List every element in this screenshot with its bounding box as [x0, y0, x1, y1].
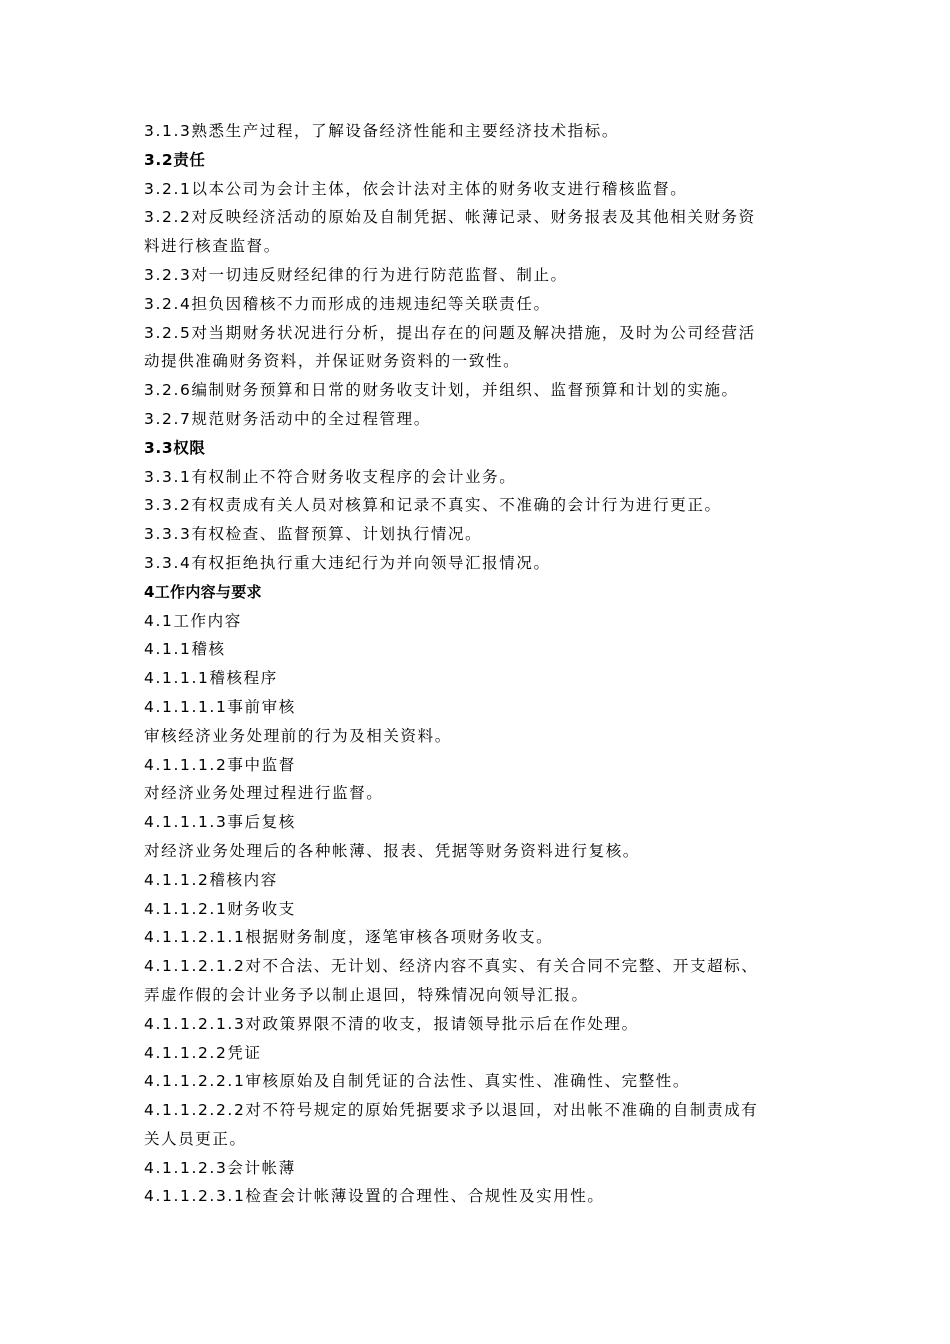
- body-text-line: 弄虚作假的会计业务予以制止退回，特殊情况向领导汇报。: [144, 985, 589, 1004]
- body-text-line: 3.3.4有权拒绝执行重大违纪行为并向领导汇报情况。: [144, 553, 551, 572]
- body-text-line: 4.1.1.1稽核程序: [144, 669, 278, 688]
- body-text-line: 4.1.1.2稽核内容: [144, 870, 278, 889]
- body-text-line: 4.1.1.2.1.1根据财务制度，逐笔审核各项财务收支。: [144, 928, 554, 947]
- body-text-line: 关人员更正。: [144, 1129, 247, 1148]
- body-text-line: 3.2.5对当期财务状况进行分析，提出存在的问题及解决措施，及时为公司经营活: [144, 323, 756, 342]
- section-heading: 3.3权限: [144, 438, 206, 457]
- body-text-line: 3.2.2对反映经济活动的原始及自制凭据、帐薄记录、财务报表及其他相关财务资: [144, 208, 756, 227]
- body-text-line: 4.1.1.2.1财务收支: [144, 899, 296, 918]
- section-heading: 3.2责任: [144, 150, 206, 169]
- body-text-line: 3.2.4担负因稽核不力而形成的违规违纪等关联责任。: [144, 294, 551, 313]
- body-text-line: 3.2.1以本公司为会计主体，依会计法对主体的财务收支进行稽核监督。: [144, 179, 688, 198]
- body-text-line: 料进行核查监督。: [144, 237, 281, 256]
- body-text-line: 3.3.1有权制止不符合财务收支程序的会计业务。: [144, 467, 517, 486]
- body-text-line: 4.1.1.2.3.1检查会计帐薄设置的合理性、合规性及实用性。: [144, 1187, 605, 1206]
- body-text-line: 4.1.1.2.3会计帐薄: [144, 1158, 296, 1177]
- body-text-line: 3.1.3熟悉生产过程，了解设备经济性能和主要经济技术指标。: [144, 122, 619, 140]
- body-text-line: 4.1.1.2.2凭证: [144, 1043, 262, 1062]
- body-text-line: 审核经济业务处理前的行为及相关资料。: [144, 726, 452, 745]
- body-text-line: 动提供准确财务资料，并保证财务资料的一致性。: [144, 352, 521, 371]
- body-text-line: 4.1.1.1.2事中监督: [144, 755, 296, 774]
- body-text-line: 对经济业务处理过程进行监督。: [144, 784, 384, 803]
- body-text-line: 4.1.1.1.3事后复核: [144, 813, 296, 832]
- chapter-heading: 4工作内容与要求: [144, 582, 262, 601]
- body-text-line: 4.1工作内容: [144, 611, 242, 630]
- body-text-line: 3.3.2有权责成有关人员对核算和记录不真实、不准确的会计行为进行更正。: [144, 496, 722, 515]
- body-text-line: 3.3.3有权检查、监督预算、计划执行情况。: [144, 525, 483, 544]
- body-text-line: 3.2.7规范财务活动中的全过程管理。: [144, 409, 431, 428]
- body-text-line: 4.1.1.2.1.2对不合法、无计划、经济内容不真实、有关合同不完整、开支超标、: [144, 957, 759, 976]
- body-text-line: 4.1.1.2.2.2对不符号规定的原始凭据要求予以退回，对出帐不准确的自制责成有: [144, 1101, 759, 1120]
- body-text-line: 4.1.1.2.2.1审核原始及自制凭证的合法性、真实性、准确性、完整性。: [144, 1072, 691, 1091]
- document-body: [144, 117, 814, 1211]
- body-text-line: 3.2.3对一切违反财经纪律的行为进行防范监督、制止。: [144, 265, 568, 284]
- body-text-line: 对经济业务处理后的各种帐薄、报表、凭据等财务资料进行复核。: [144, 841, 640, 860]
- body-text-line: 4.1.1稽核: [144, 640, 226, 659]
- body-text-line: 4.1.1.1.1事前审核: [144, 697, 296, 716]
- body-text-line: 4.1.1.2.1.3对政策界限不清的收支，报请领导批示后在作处理。: [144, 1014, 639, 1033]
- body-text-line: 3.2.6编制财务预算和日常的财务收支计划，并组织、监督预算和计划的实施。: [144, 381, 739, 400]
